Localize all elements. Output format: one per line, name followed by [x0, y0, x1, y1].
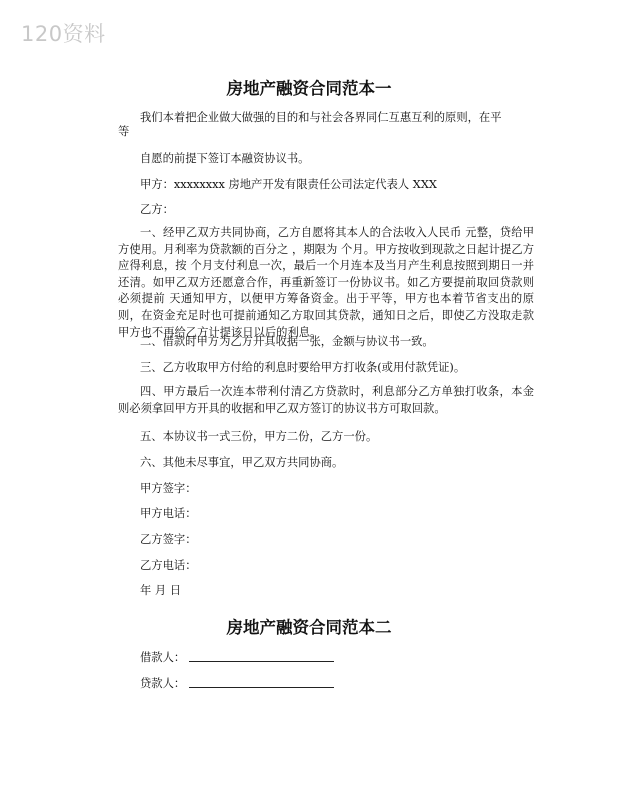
borrower-row	[140, 650, 334, 665]
borrower-blank[interactable]	[189, 650, 334, 662]
clause-4: 四、甲方最后一次连本带利付清乙方贷款时，利息部分乙方单独打收条，本金则必须拿回甲方开具的收据和甲乙双方签订的协议书方可取回款。	[118, 385, 534, 415]
intro-line-2: 等	[118, 125, 130, 138]
party-a-signature-label: 甲方签字：	[140, 482, 197, 495]
party-b-phone-label: 乙方电话：	[140, 559, 197, 572]
party-b: 乙方：	[140, 203, 174, 216]
clause-6: 六、其他未尽事宜，甲乙双方共同协商。	[140, 456, 344, 469]
doc2-title: 房地产融资合同范本二	[226, 618, 392, 637]
clause-3: 三、乙方收取甲方付给的利息时要给甲方打收条(或用付款凭证)。	[140, 361, 466, 374]
clause-5: 五、本协议书一式三份，甲方二份，乙方一份。	[140, 430, 378, 443]
lender-label: 贷款人：	[140, 677, 186, 690]
clause-2: 二、借款时甲方为乙方开具收据一张，金额与协议书一致。	[140, 335, 434, 348]
lender-blank[interactable]	[189, 676, 334, 688]
doc1-title: 房地产融资合同范本一	[226, 79, 392, 98]
watermark: 120资料	[21, 22, 106, 46]
intro-line-1: 我们本着把企业做大做强的目的和与社会各界同仁互惠互利的原则，在平	[140, 111, 502, 124]
borrower-label: 借款人：	[140, 651, 186, 664]
party-a: 甲方：xxxxxxxx 房地产开发有限责任公司法定代表人 XXX	[140, 178, 437, 191]
clause-1: 一、经甲乙双方共同协商，乙方自愿将其本人的合法收入人民币 元整，贷给甲方使用。月利率为贷款额的百分之 ，期限为 个月。甲方按收到现款之日起计提乙方应得利息，按 个月支付利息一次，最后一个月连本及当月产生利息按照到期日一并还清。如甲乙双方还愿意合作，再重新签订一份协议书。如乙方要提前取回贷款则必须提前 天通知甲方，以便甲方筹备资金。出于平等，甲方也本着节省支出的原则，在资金充足时也可提前通知乙方取回其贷款，通知日之后，即使乙方没取走款甲方也不再给乙方计提该日以后的利息。	[118, 226, 534, 339]
intro-line-3: 自愿的前提下签订本融资协议书。	[140, 152, 310, 165]
date-line: 年 月 日	[140, 584, 182, 597]
lender-row	[140, 676, 334, 691]
party-b-signature-label: 乙方签字：	[140, 533, 197, 546]
party-a-phone-label: 甲方电话：	[140, 507, 197, 520]
